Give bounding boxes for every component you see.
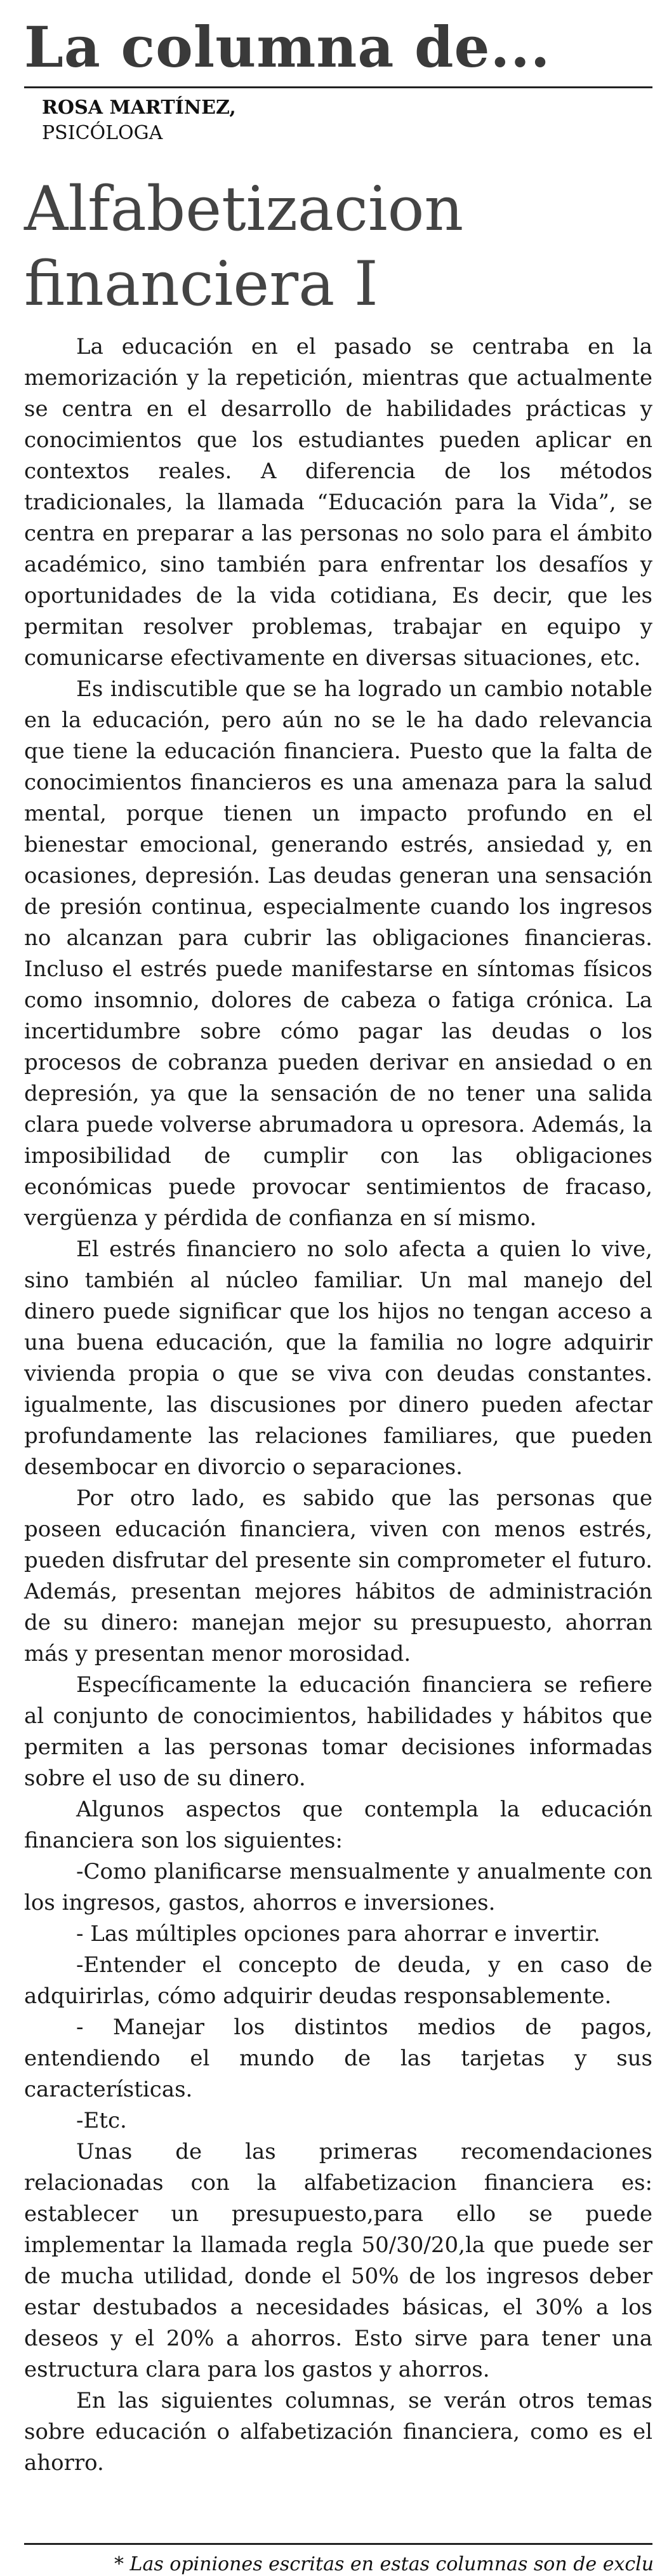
article-headline: Alfabetizacion financiera I: [24, 173, 464, 319]
paragraph: La educación en el pasado se centraba en la memorización y la repetición, mientras que actualmente se centra en el desarrollo de habilidades prácticas y conocimientos que los estudiantes pueden aplicar en contextos reales. A diferencia de los métodos tradicionales, la llamada “Educación para la Vida”, se centra en preparar a las personas no solo para el ámbito académico, sino también para enfrentar los desafíos y oportunidades de la vida cotidiana, Es decir, que les permitan resolver problemas, trabajar en equipo y comunicarse efectivamente en diversas situaciones, etc.: [24, 334, 652, 671]
paragraph: Algunos aspectos que contempla la educación financiera son los siguientes:: [24, 1797, 652, 1853]
paragraph: En las siguientes columnas, se verán otros temas sobre educación o alfabetización financiera, como es el ahorro.: [24, 2388, 652, 2476]
list-item: - Manejar los distintos medios de pagos, entendiendo el mundo de las tarjetas y sus características.: [24, 2015, 652, 2102]
paragraph: El estrés financiero no solo afecta a quien lo vive, sino también al núcleo familiar. Un mal manejo del dinero puede significar que los hijos no tengan acceso a una buena educación, que la familia no logre adquirir vivienda propia o que se viva con deudas constantes. igualmente, las discusiones por dinero pueden afectar profundamente las relaciones familiares, que pueden desembocar en divorcio o separaciones.: [24, 1237, 652, 1480]
paragraph: Es indiscutible que se ha logrado un cambio notable en la educación, pero aún no se le ha dado relevancia que tiene la educación financiera. Puesto que la falta de conocimientos financieros es una amenaza para la salud mental, porque tienen un impacto profundo en el bienestar emocional, generando estrés, ansiedad y, en ocasiones, depresión. Las deudas generan una sensación de presión continua, especialmente cuando los ingresos no alcanzan para cubrir las obligaciones financieras. Incluso el estrés puede manifestarse en síntomas físicos como insomnio, dolores de cabeza o fatiga crónica. La incertidumbre sobre cómo pagar las deudas o los procesos de cobranza pueden derivar en ansiedad o en depresión, ya que la sensación de no tener una salida clara puede volverse abrumadora u opresora. Además, la imposibilidad de cumplir con las obligaciones económicas puede provocar sentimientos de fracaso, vergüenza y pérdida de confianza en sí mismo.: [24, 676, 652, 1231]
list-item: - Las múltiples opciones para ahorrar e invertir.: [76, 1921, 600, 1947]
paragraph: Por otro lado, es sabido que las personas que poseen educación financiera, viven con menos estrés, pueden disfrutar del presente sin comprometer el futuro. Además, presentan mejores hábitos de administración de su dinero: manejan mejor su presupuesto, ahorran más y presentan menor morosidad.: [24, 1486, 652, 1667]
author-role: PSICÓLOGA: [42, 122, 163, 144]
list-item: -Etc.: [76, 2108, 127, 2133]
paragraph: Unas de las primeras recomendaciones relacionadas con la alfabetizacion financiera es: establecer un presupuesto,para ello se puede implementar la llamada regla 50/30/20,la que puede ser de mucha utilidad, donde el 50% de los ingresos deber estar destubados a necesidades básicas, el 30% a los deseos y el 20% a ahorros. Esto sirve para tener una estructura clara para los gastos y ahorros.: [24, 2139, 652, 2382]
list-item: -Entender el concepto de deuda, y en caso de adquirirlas, cómo adquirir deudas responsablemente.: [24, 1952, 652, 2009]
author-name: ROSA MARTÍNEZ,: [42, 97, 236, 119]
section-title: La columna de...: [24, 14, 551, 80]
footer-disclaimer: * Las opiniones escritas en estas columnas son de exclu: [114, 2553, 654, 2575]
article-body: [24, 332, 652, 2479]
paragraph: Específicamente la educación financiera se refiere al conjunto de conocimientos, habilidades y hábitos que permiten a las personas tomar decisiones informadas sobre el uso de su dinero.: [24, 1672, 652, 1791]
list-item: -Como planificarse mensualmente y anualmente con los ingresos, gastos, ahorros e inversiones.: [24, 1859, 652, 1915]
top-rule: [24, 86, 652, 88]
bottom-rule: [24, 2543, 652, 2545]
